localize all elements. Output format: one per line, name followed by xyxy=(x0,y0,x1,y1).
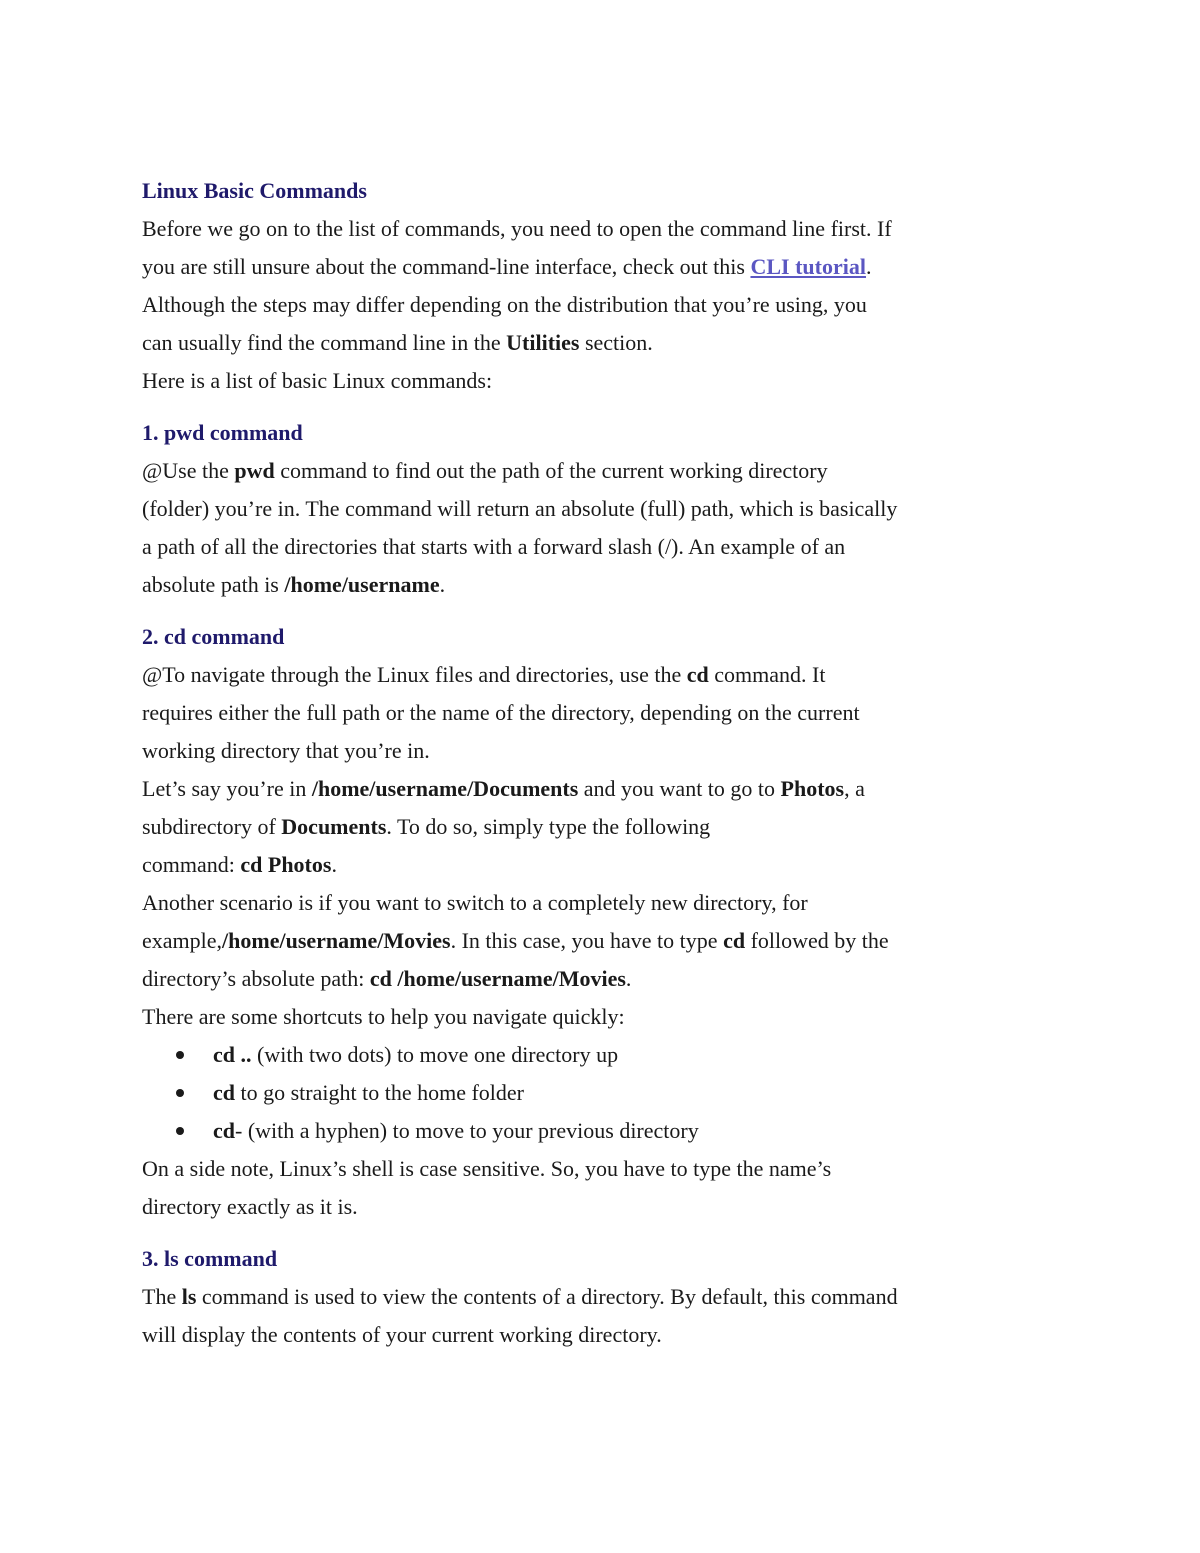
cd-punct: . xyxy=(625,966,632,991)
cd-line-5 xyxy=(142,808,1072,846)
bullet-command: cd xyxy=(213,1118,235,1143)
cd-documents-term: Documents xyxy=(281,814,387,839)
document-title: Linux Basic Commands xyxy=(142,178,367,203)
list-item xyxy=(142,1036,1072,1074)
document-page xyxy=(142,172,1072,1354)
cd-photos-term: Photos xyxy=(780,776,845,801)
cd-text: . To do so, simply type the following xyxy=(386,814,711,839)
intro-text: can usually find the command line in the xyxy=(142,330,507,355)
intro-text: section. xyxy=(579,330,653,355)
pwd-line-4 xyxy=(142,566,1072,604)
bullet-command: cd xyxy=(213,1080,235,1105)
cd-text: @To navigate through the Linux files and directories, use the xyxy=(142,662,687,687)
intro-line-3: Although the steps may differ depending on the distribution that you’re using, you xyxy=(142,292,867,317)
pwd-text: @Use the xyxy=(142,458,235,483)
intro-punct: . xyxy=(865,254,872,279)
pwd-line-3: a path of all the directories that starts with a forward slash (/). An example of an xyxy=(142,534,846,559)
bullet-text: (with two dots) to move one directory up xyxy=(251,1042,619,1067)
cd-line-2: requires either the full path or the name of the directory, depending on the current xyxy=(142,700,860,725)
cd-line-6 xyxy=(142,846,1072,884)
cd-text: command. It xyxy=(708,662,826,687)
bullet-text: to go straight to the home folder xyxy=(235,1080,524,1105)
cd-photos-command: cd Photos xyxy=(240,852,332,877)
cd-line-1 xyxy=(142,656,1072,694)
cd-text: followed by the xyxy=(745,928,889,953)
cd-text: example, xyxy=(142,928,223,953)
cd-line-12: directory exactly as it is. xyxy=(142,1194,358,1219)
intro-line-4 xyxy=(142,324,1072,362)
cd-line-3: working directory that you’re in. xyxy=(142,738,430,763)
intro-text: you are still unsure about the command-line interface, check out this xyxy=(142,254,751,279)
cd-line-8 xyxy=(142,922,1072,960)
pwd-text: absolute path is xyxy=(142,572,285,597)
cd-line-4 xyxy=(142,770,1072,808)
cli-tutorial-link[interactable]: CLI tutorial xyxy=(750,254,866,279)
cd-text: directory’s absolute path: xyxy=(142,966,370,991)
pwd-path-example: /home/username xyxy=(284,572,440,597)
ls-line-2: will display the contents of your current working directory. xyxy=(142,1322,662,1347)
cd-line-11: On a side note, Linux’s shell is case sensitive. So, you have to type the name’s xyxy=(142,1156,832,1181)
list-item xyxy=(142,1074,1072,1112)
ls-heading: 3. ls command xyxy=(142,1246,278,1271)
list-item xyxy=(142,1112,1072,1150)
intro-line-5: Here is a list of basic Linux commands: xyxy=(142,368,493,393)
pwd-text: command to find out the path of the current working directory xyxy=(274,458,828,483)
spacer xyxy=(142,604,1072,618)
pwd-line-1 xyxy=(142,452,1072,490)
cd-line-7: Another scenario is if you want to switch to a completely new directory, for xyxy=(142,890,808,915)
cd-movies-command: cd /home/username/Movies xyxy=(369,966,626,991)
cd-term: cd xyxy=(686,662,709,687)
intro-line-1: Before we go on to the list of commands, you need to open the command line first. If xyxy=(142,216,892,241)
cd-punct: . xyxy=(331,852,337,877)
ls-text: The xyxy=(142,1284,182,1309)
spacer xyxy=(142,400,1072,414)
ls-term: ls xyxy=(181,1284,197,1309)
cd-path-movies: /home/username/Movies xyxy=(222,928,451,953)
pwd-heading: 1. pwd command xyxy=(142,420,303,445)
cd-heading: 2. cd command xyxy=(142,624,285,649)
cd-text: . In this case, you have to type xyxy=(450,928,724,953)
ls-text: command is used to view the contents of a directory. By default, this command xyxy=(196,1284,898,1309)
intro-line-2 xyxy=(142,248,1072,286)
cd-line-9 xyxy=(142,960,1072,998)
cd-text: Let’s say you’re in xyxy=(142,776,312,801)
utilities-term: Utilities xyxy=(506,330,580,355)
ls-line-1 xyxy=(142,1278,1072,1316)
pwd-punct: . xyxy=(439,572,446,597)
cd-text: subdirectory of xyxy=(142,814,282,839)
cd-text: , a xyxy=(844,776,865,801)
bullet-command: cd .. xyxy=(213,1042,252,1067)
bullet-text: - (with a hyphen) to move to your previous directory xyxy=(235,1118,699,1143)
cd-text: command: xyxy=(142,852,241,877)
cd-line-10: There are some shortcuts to help you navigate quickly: xyxy=(142,1004,625,1029)
cd-term: cd xyxy=(723,928,746,953)
cd-text: and you want to go to xyxy=(578,776,781,801)
cd-path-documents: /home/username/Documents xyxy=(311,776,579,801)
pwd-line-2: (folder) you’re in. The command will return an absolute (full) path, which is basically xyxy=(142,496,898,521)
pwd-term: pwd xyxy=(234,458,275,483)
spacer xyxy=(142,1226,1072,1240)
